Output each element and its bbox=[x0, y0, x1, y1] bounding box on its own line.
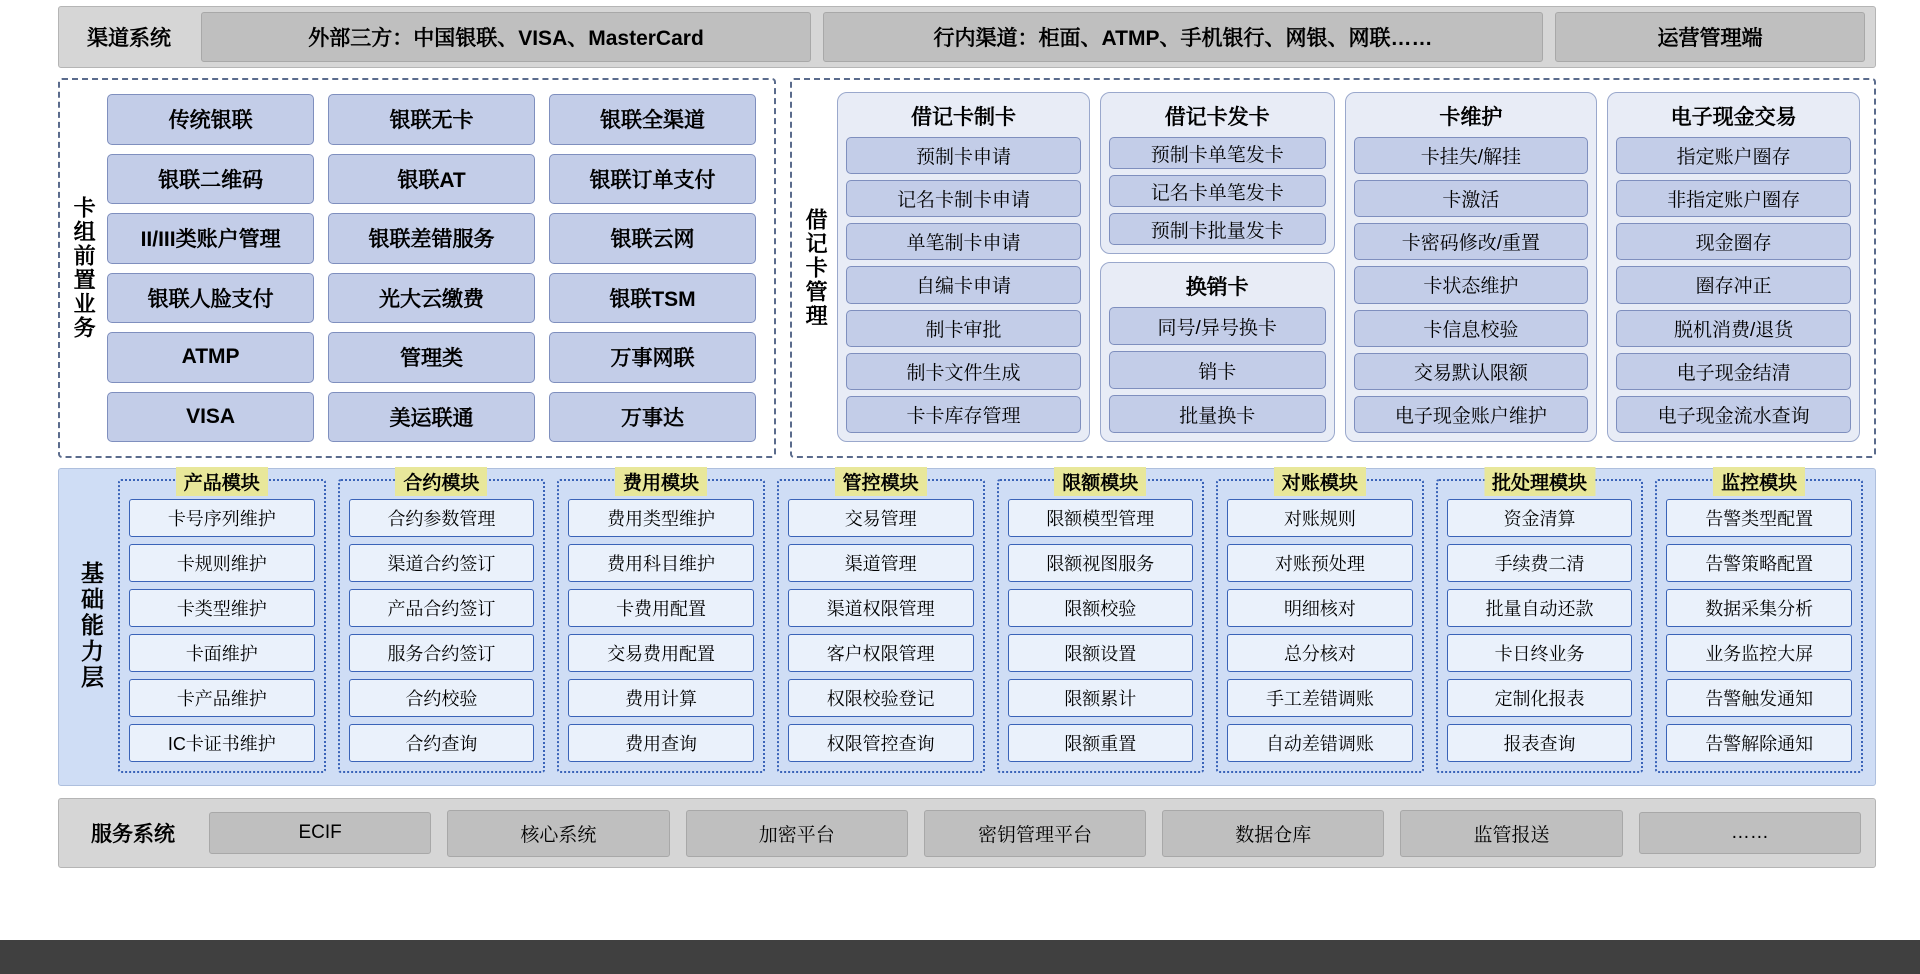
bottom-strip bbox=[0, 940, 1920, 974]
module-item[interactable]: 费用类型维护 bbox=[568, 499, 754, 537]
panel-item[interactable]: 圈存冲正 bbox=[1616, 266, 1851, 303]
card-org-item[interactable]: 银联云网 bbox=[549, 213, 756, 264]
panel-items bbox=[1109, 137, 1326, 245]
module-item[interactable]: 卡费用配置 bbox=[568, 589, 754, 627]
module-item[interactable]: 总分核对 bbox=[1227, 634, 1413, 672]
module-item[interactable]: 对账规则 bbox=[1227, 499, 1413, 537]
module-item[interactable]: 合约参数管理 bbox=[349, 499, 535, 537]
card-org-item[interactable]: 美运联通 bbox=[328, 392, 535, 443]
module-item[interactable]: 费用查询 bbox=[568, 724, 754, 762]
module-item[interactable]: 卡日终业务 bbox=[1447, 634, 1633, 672]
card-org-section bbox=[58, 78, 776, 458]
panel-title: 卡维护 bbox=[1439, 106, 1503, 129]
module-item[interactable]: 告警解除通知 bbox=[1666, 724, 1852, 762]
panel-card-issuance bbox=[1100, 92, 1335, 254]
card-org-item[interactable]: 万事网联 bbox=[549, 332, 756, 383]
panel-items bbox=[846, 137, 1081, 433]
module-item[interactable]: 卡规则维护 bbox=[129, 544, 315, 582]
module-monitoring bbox=[1655, 473, 1863, 773]
module-item[interactable]: 自动差错调账 bbox=[1227, 724, 1413, 762]
channel-system-label: 渠道系统 bbox=[87, 27, 171, 50]
card-org-item[interactable]: 银联TSM bbox=[549, 273, 756, 324]
panel-title: 借记卡制卡 bbox=[910, 106, 1016, 129]
module-limit bbox=[997, 473, 1205, 773]
panel-item[interactable]: 卡挂失/解挂 bbox=[1354, 137, 1589, 174]
module-title: 管控模块 bbox=[835, 467, 927, 496]
panel-title: 换销卡 bbox=[1185, 276, 1249, 299]
module-title: 费用模块 bbox=[615, 467, 707, 496]
panel-item[interactable]: 销卡 bbox=[1109, 351, 1326, 389]
module-item[interactable]: 告警类型配置 bbox=[1666, 499, 1852, 537]
panel-stack-issue-exchange bbox=[1100, 92, 1335, 442]
panel-item[interactable]: 记名卡制卡申请 bbox=[846, 180, 1081, 217]
module-item[interactable]: 业务监控大屏 bbox=[1666, 634, 1852, 672]
channel-system-row bbox=[58, 6, 1876, 68]
module-item[interactable]: 卡产品维护 bbox=[129, 679, 315, 717]
module-item[interactable]: 对账预处理 bbox=[1227, 544, 1413, 582]
panel-item[interactable]: 预制卡申请 bbox=[846, 137, 1081, 174]
module-fee bbox=[557, 473, 765, 773]
module-item[interactable]: 卡类型维护 bbox=[129, 589, 315, 627]
module-title: 产品模块 bbox=[176, 467, 268, 496]
panel-item[interactable]: 自编卡申请 bbox=[846, 266, 1081, 303]
module-item[interactable]: 费用科目维护 bbox=[568, 544, 754, 582]
module-item[interactable]: IC卡证书维护 bbox=[129, 724, 315, 762]
panel-item[interactable]: 电子现金账户维护 bbox=[1354, 396, 1589, 433]
module-item[interactable]: 服务合约签订 bbox=[349, 634, 535, 672]
module-item[interactable]: 权限校验登记 bbox=[788, 679, 974, 717]
module-batch bbox=[1436, 473, 1644, 773]
diagram-canvas bbox=[58, 6, 1876, 926]
module-item[interactable]: 渠道合约签订 bbox=[349, 544, 535, 582]
module-item[interactable]: 告警触发通知 bbox=[1666, 679, 1852, 717]
module-item[interactable]: 限额重置 bbox=[1008, 724, 1194, 762]
module-item[interactable]: 卡面维护 bbox=[129, 634, 315, 672]
module-item[interactable]: 客户权限管理 bbox=[788, 634, 974, 672]
card-org-item[interactable]: 银联AT bbox=[328, 154, 535, 205]
card-org-item[interactable]: II/III类账户管理 bbox=[107, 213, 314, 264]
panel-item[interactable]: 卡激活 bbox=[1354, 180, 1589, 217]
module-item[interactable]: 资金清算 bbox=[1447, 499, 1633, 537]
module-item[interactable]: 渠道管理 bbox=[788, 544, 974, 582]
module-reconciliation bbox=[1216, 473, 1424, 773]
module-item[interactable]: 权限管控查询 bbox=[788, 724, 974, 762]
middle-area bbox=[58, 78, 1876, 458]
panel-item[interactable]: 卡卡库存管理 bbox=[846, 396, 1081, 433]
base-layer-title: 基础能力层 bbox=[78, 561, 104, 691]
panel-items bbox=[1109, 307, 1326, 433]
panel-card-exchange-cancel bbox=[1100, 262, 1335, 442]
channel-chip-internal: 行内渠道：柜面、ATMP、手机银行、网银、网联…… bbox=[823, 12, 1543, 62]
module-item[interactable]: 卡号序列维护 bbox=[129, 499, 315, 537]
module-item[interactable]: 限额设置 bbox=[1008, 634, 1194, 672]
module-item[interactable]: 限额模型管理 bbox=[1008, 499, 1194, 537]
debit-card-columns bbox=[835, 86, 1870, 450]
card-org-item[interactable]: 银联全渠道 bbox=[549, 94, 756, 145]
panel-item[interactable]: 指定账户圈存 bbox=[1616, 137, 1851, 174]
module-title: 批处理模块 bbox=[1484, 467, 1595, 496]
panel-item[interactable]: 批量换卡 bbox=[1109, 395, 1326, 433]
panel-item[interactable]: 同号/异号换卡 bbox=[1109, 307, 1326, 345]
service-chip-ecif: ECIF bbox=[209, 812, 431, 854]
card-org-item[interactable]: 万事达 bbox=[549, 392, 756, 443]
panel-item[interactable]: 制卡审批 bbox=[846, 310, 1081, 347]
panel-card-maintenance bbox=[1345, 92, 1598, 442]
service-system-row bbox=[58, 798, 1876, 868]
module-item[interactable]: 限额累计 bbox=[1008, 679, 1194, 717]
debit-card-title: 借记卡管理 bbox=[803, 208, 829, 328]
card-org-item[interactable]: 管理类 bbox=[328, 332, 535, 383]
base-modules bbox=[118, 473, 1863, 773]
panel-item[interactable]: 交易默认限额 bbox=[1354, 353, 1589, 390]
module-title: 对账模块 bbox=[1274, 467, 1366, 496]
module-title: 合约模块 bbox=[395, 467, 487, 496]
module-item[interactable]: 告警策略配置 bbox=[1666, 544, 1852, 582]
service-chip-data-warehouse: 数据仓库 bbox=[1162, 810, 1384, 857]
module-item[interactable]: 交易管理 bbox=[788, 499, 974, 537]
module-item[interactable]: 限额视图服务 bbox=[1008, 544, 1194, 582]
panel-item[interactable]: 预制卡批量发卡 bbox=[1109, 213, 1326, 245]
service-chip-core: 核心系统 bbox=[447, 810, 669, 857]
service-chip-encryption: 加密平台 bbox=[686, 810, 908, 857]
module-item[interactable]: 手工差错调账 bbox=[1227, 679, 1413, 717]
panel-items bbox=[1354, 137, 1589, 433]
card-org-item[interactable]: 银联二维码 bbox=[107, 154, 314, 205]
panel-item[interactable]: 卡信息校验 bbox=[1354, 310, 1589, 347]
card-org-grid bbox=[103, 86, 770, 450]
service-chip-key-management: 密钥管理平台 bbox=[924, 810, 1146, 857]
module-item[interactable]: 批量自动还款 bbox=[1447, 589, 1633, 627]
module-item[interactable]: 合约查询 bbox=[349, 724, 535, 762]
panel-item[interactable]: 脱机消费/退货 bbox=[1616, 310, 1851, 347]
service-system-label: 服务系统 bbox=[91, 823, 175, 846]
panel-item[interactable]: 非指定账户圈存 bbox=[1616, 180, 1851, 217]
module-contract bbox=[338, 473, 546, 773]
module-item[interactable]: 交易费用配置 bbox=[568, 634, 754, 672]
panel-item[interactable]: 电子现金结清 bbox=[1616, 353, 1851, 390]
card-org-item[interactable]: 传统银联 bbox=[107, 94, 314, 145]
module-item[interactable]: 合约校验 bbox=[349, 679, 535, 717]
module-item[interactable]: 限额校验 bbox=[1008, 589, 1194, 627]
module-control bbox=[777, 473, 985, 773]
panel-item[interactable]: 制卡文件生成 bbox=[846, 353, 1081, 390]
module-title: 监控模块 bbox=[1713, 467, 1805, 496]
panel-item[interactable]: 卡密码修改/重置 bbox=[1354, 223, 1589, 260]
panel-item[interactable]: 记名卡单笔发卡 bbox=[1109, 175, 1326, 207]
service-chip-more: …… bbox=[1639, 812, 1861, 854]
card-org-item[interactable]: 银联无卡 bbox=[328, 94, 535, 145]
module-item[interactable]: 手续费二清 bbox=[1447, 544, 1633, 582]
card-org-item[interactable]: 银联差错服务 bbox=[328, 213, 535, 264]
debit-card-section bbox=[790, 78, 1876, 458]
panel-item[interactable]: 电子现金流水查询 bbox=[1616, 396, 1851, 433]
panel-ecash-transaction bbox=[1607, 92, 1860, 442]
panel-card-production bbox=[837, 92, 1090, 442]
panel-item[interactable]: 现金圈存 bbox=[1616, 223, 1851, 260]
channel-chip-operations: 运营管理端 bbox=[1555, 12, 1865, 62]
module-title: 限额模块 bbox=[1054, 467, 1146, 496]
panel-item[interactable]: 单笔制卡申请 bbox=[846, 223, 1081, 260]
panel-title: 借记卡发卡 bbox=[1164, 106, 1270, 129]
module-item[interactable]: 费用计算 bbox=[568, 679, 754, 717]
module-item[interactable]: 数据采集分析 bbox=[1666, 589, 1852, 627]
card-org-item[interactable]: 银联订单支付 bbox=[549, 154, 756, 205]
panel-items bbox=[1616, 137, 1851, 433]
panel-title: 电子现金交易 bbox=[1670, 106, 1797, 129]
module-item[interactable]: 报表查询 bbox=[1447, 724, 1633, 762]
base-capability-layer bbox=[58, 468, 1876, 786]
service-chip-regulatory-report: 监管报送 bbox=[1400, 810, 1622, 857]
module-item[interactable]: 定制化报表 bbox=[1447, 679, 1633, 717]
panel-item[interactable]: 预制卡单笔发卡 bbox=[1109, 137, 1326, 169]
card-org-item[interactable]: ATMP bbox=[107, 332, 314, 383]
card-org-title: 卡组前置业务 bbox=[71, 196, 97, 340]
module-item[interactable]: 渠道权限管理 bbox=[788, 589, 974, 627]
card-org-item[interactable]: VISA bbox=[107, 392, 314, 443]
module-product bbox=[118, 473, 326, 773]
channel-chip-external: 外部三方：中国银联、VISA、MasterCard bbox=[201, 12, 811, 62]
module-item[interactable]: 明细核对 bbox=[1227, 589, 1413, 627]
card-org-item[interactable]: 光大云缴费 bbox=[328, 273, 535, 324]
panel-item[interactable]: 卡状态维护 bbox=[1354, 266, 1589, 303]
module-item[interactable]: 产品合约签订 bbox=[349, 589, 535, 627]
card-org-item[interactable]: 银联人脸支付 bbox=[107, 273, 314, 324]
